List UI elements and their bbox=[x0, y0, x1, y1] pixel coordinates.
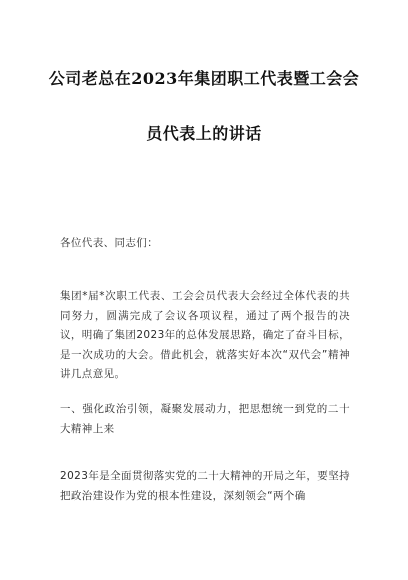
document-title-line-1: 公司老总在2023年集团职工代表暨工会会 bbox=[48, 69, 360, 88]
greeting-text: 各位代表、同志们： bbox=[60, 237, 159, 249]
body-paragraph-2: 2023年是全面贯彻落实党的二十大精神的开局之年，要坚持把政治建设作为党的根本性建设，深刻领会“两个确 bbox=[60, 470, 350, 502]
document-title-line-2: 员代表上的讲话 bbox=[146, 124, 262, 143]
body-paragraph-1: 集团*届*次职工代表、工会会员代表大会经过全体代表的共同努力，圆满完成了会议各项议程，通过了两个报告的决议，明确了集团2023年的总体发展思路，确定了奋斗目标，是一次成功的大会。借此机会，就落实好本次“双代会”精神讲几点意见。 bbox=[60, 290, 350, 380]
section-heading-1: 一、强化政治引领，凝聚发展动力，把思想统一到党的二十大精神上来 bbox=[60, 403, 350, 435]
